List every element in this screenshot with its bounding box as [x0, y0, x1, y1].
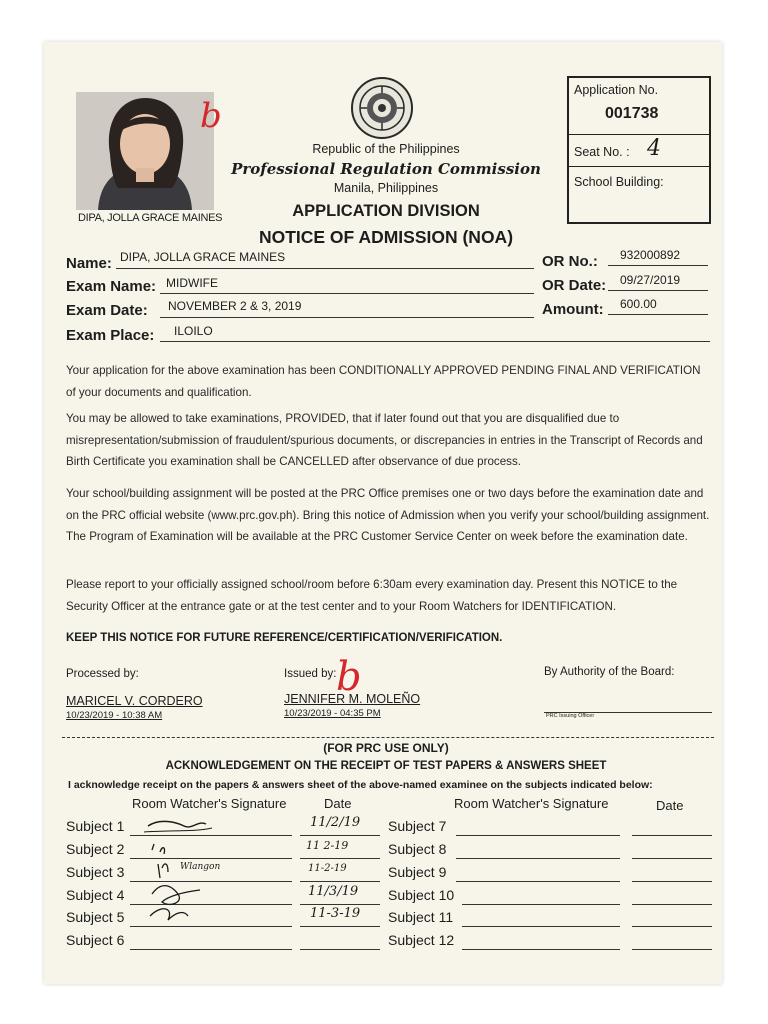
subject-3-date: 11-2-19: [308, 863, 347, 874]
officer-caption: PRC Issuing Officer: [546, 713, 595, 719]
subject-1-date: 11/2/19: [310, 815, 361, 830]
issued-by-label: Issued by:: [284, 668, 337, 680]
subject-10-label: Subject 10: [388, 887, 455, 903]
subject-2-date: 11 2-19: [306, 839, 349, 852]
photo-caption: DIPA, JOLLA GRACE MAINES: [78, 212, 223, 224]
processed-timestamp: 10/23/2019 - 10:38 AM: [66, 710, 163, 721]
header-commission: Professional Regulation Commission: [231, 160, 541, 178]
authority-label: By Authority of the Board:: [544, 666, 675, 678]
or-date-value: 09/27/2019: [620, 273, 681, 287]
issued-handwritten-mark: b: [336, 654, 362, 700]
header-republic: Republic of the Philippines: [312, 142, 460, 156]
prc-seal-icon: [350, 76, 414, 140]
school-building-label: School Building:: [574, 175, 664, 189]
application-no-value: 001738: [605, 105, 659, 122]
exam-date-value: NOVEMBER 2 & 3, 2019: [168, 299, 302, 313]
amount-label: Amount:: [542, 301, 604, 318]
photo-handwritten-mark: b: [200, 96, 222, 136]
name-value: DIPA, JOLLA GRACE MAINES: [120, 250, 286, 264]
seat-no-value: 4: [647, 136, 661, 161]
exam-date-label: Exam Date:: [66, 302, 148, 319]
amount-value: 600.00: [620, 297, 657, 311]
subject-6-label: Subject 6: [66, 932, 125, 948]
paragraph-report: Please report to your officially assigned school/room before 6:30am every examination day. Present this NOTICE to the Security Officer at the entrance gate or at the test center and to your Room Watchers for IDENTIFICATION.: [66, 578, 678, 613]
exam-place-value: ILOILO: [174, 324, 213, 338]
subject-7-label: Subject 7: [388, 818, 447, 834]
header-location: Manila, Philippines: [333, 181, 439, 195]
subject-5-date: 11-3-19: [310, 906, 361, 921]
header-notice-title: NOTICE OF ADMISSION (NOA): [258, 227, 514, 247]
exam-name-label: Exam Name:: [66, 278, 157, 295]
subject-4-label: Subject 4: [66, 887, 125, 903]
subject-9-label: Subject 9: [388, 864, 447, 880]
application-no-label: Application No.: [574, 83, 659, 97]
subject-11-label: Subject 11: [388, 909, 454, 925]
signature-3-text: Wlangon: [180, 862, 221, 872]
header-division: APPLICATION DIVISION: [292, 202, 480, 220]
ack-title: ACKNOWLEDGEMENT ON THE RECEIPT OF TEST PAPERS & ANSWERS SHEET: [165, 760, 607, 772]
subject-3-label: Subject 3: [66, 864, 125, 880]
col-date-left: Date: [324, 796, 352, 811]
applicant-photo: [76, 92, 214, 210]
processed-by-label: Processed by:: [66, 668, 139, 680]
issued-by-name: JENNIFER M. MOLEÑO: [284, 692, 421, 706]
name-label: Name:: [66, 255, 112, 272]
keep-notice: KEEP THIS NOTICE FOR FUTURE REFERENCE/CERTIFICATION/VERIFICATION.: [66, 632, 503, 644]
ack-text: I acknowledge receipt on the papers & answers sheet of the above-named examinee on the subjects indicated below:: [68, 779, 653, 791]
or-date-label: OR Date:: [542, 277, 607, 294]
col-date-right: Date: [656, 798, 684, 813]
or-no-value: 932000892: [620, 248, 681, 262]
subject-5-label: Subject 5: [66, 909, 125, 925]
prc-use-only: (FOR PRC USE ONLY): [323, 741, 449, 755]
exam-name-value: MIDWIFE: [166, 276, 218, 290]
issued-timestamp: 10/23/2019 - 04:35 PM: [284, 708, 381, 719]
application-box: [567, 76, 711, 224]
paragraph-assignment: Your school/building assignment will be posted at the PRC Office premises one or two days before the examination date and on the PRC official website (www.prc.gov.ph). Bring this notice of Admission when you verify your school/building assignment. The Program of Examination will be available at the PRC Customer Service Center on week before the examination date.: [66, 487, 710, 543]
seat-no-label: Seat No. :: [574, 145, 630, 159]
exam-place-label: Exam Place:: [66, 327, 155, 344]
or-no-label: OR No.:: [542, 253, 598, 270]
paragraph-approval: Your application for the above examination has been CONDITIONALLY APPROVED PENDING FINAL AND VERIFICATION of your documents and qualification.: [66, 364, 701, 399]
cut-line: [62, 737, 714, 738]
subject-1-label: Subject 1: [66, 818, 125, 834]
subject-8-label: Subject 8: [388, 841, 447, 857]
subject-12-label: Subject 12: [388, 932, 455, 948]
room-watcher-signatures: [140, 812, 300, 932]
col-signature-left: Room Watcher's Signature: [132, 796, 287, 811]
subject-2-label: Subject 2: [66, 841, 125, 857]
subject-4-date: 11/3/19: [308, 884, 359, 899]
paragraph-disqualification: You may be allowed to take examinations, PROVIDED, that if later found out that you are disqualified due to misrepresentation/submission of fraudulent/spurious documents, or discrepancies in entries in the Transcript of Records and Birth Certificate you examination shall be CANCELLED after observance of due process.: [66, 412, 703, 468]
processed-by-name: MARICEL V. CORDERO: [66, 694, 203, 708]
col-signature-right: Room Watcher's Signature: [454, 796, 609, 811]
